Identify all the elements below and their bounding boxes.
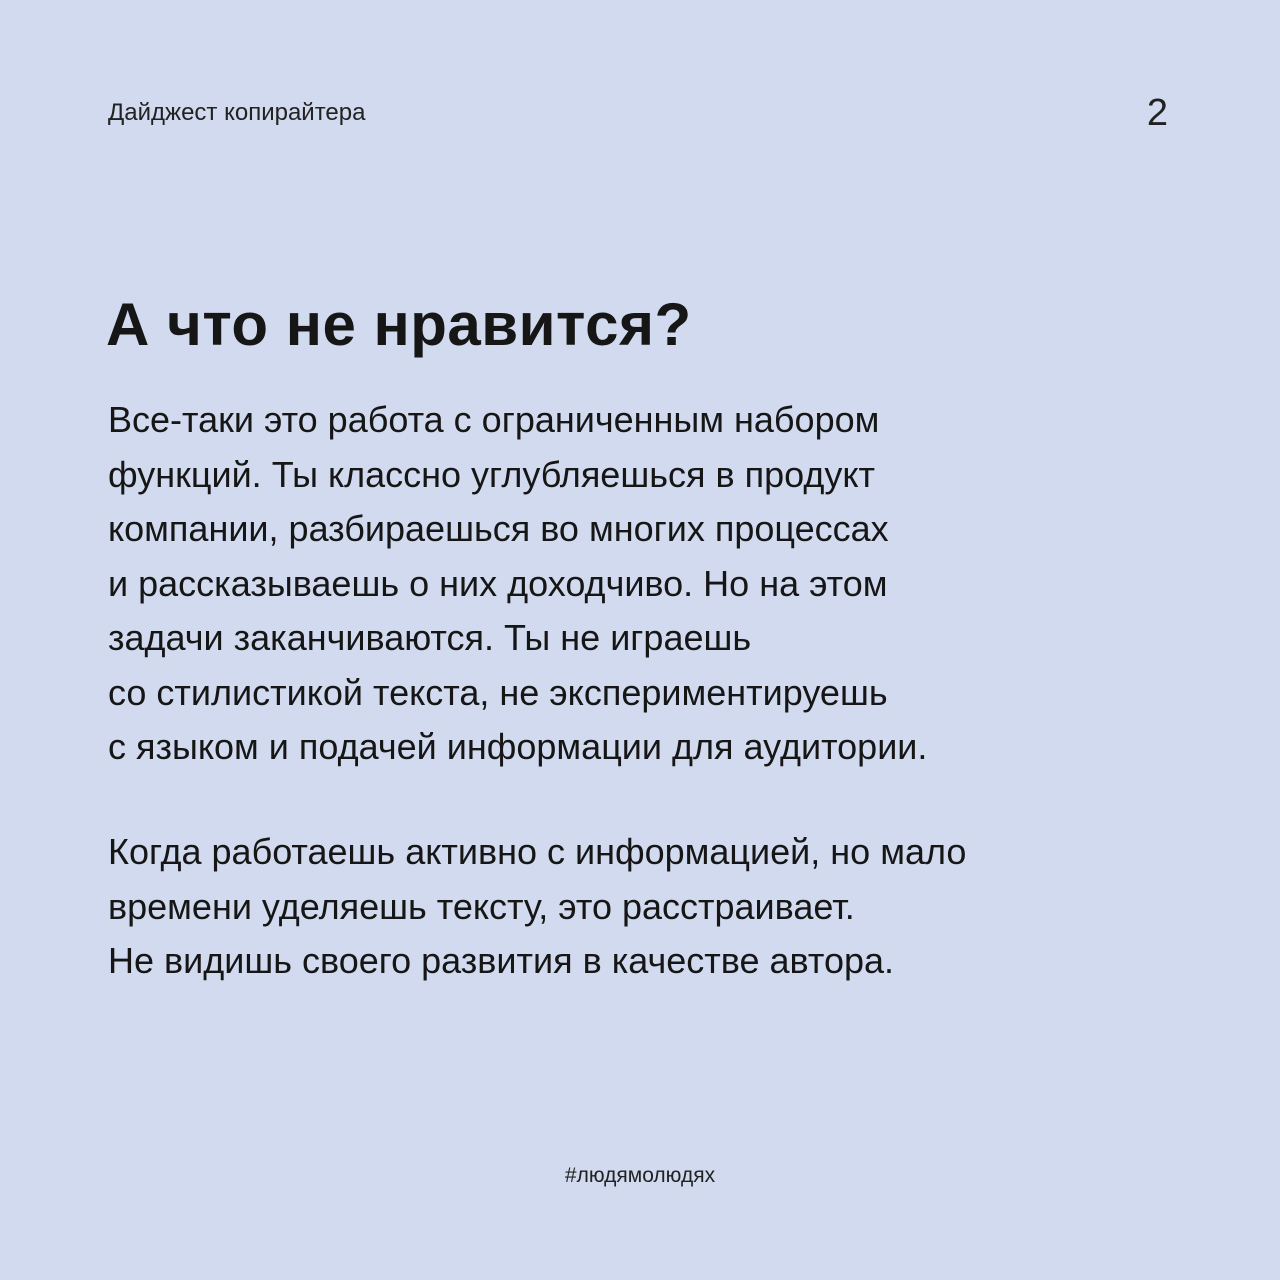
text-line: Когда работаешь активно с информацией, но мало bbox=[108, 831, 967, 872]
text-line: задачи заканчиваются. Ты не играешь bbox=[108, 617, 752, 658]
paragraph-1 bbox=[108, 393, 927, 775]
text-line: компании, разбираешься во многих процессах bbox=[108, 508, 889, 549]
paragraph-2 bbox=[108, 825, 966, 989]
footer-hashtag: #людямолюдях bbox=[564, 1164, 716, 1187]
text-line: Все-таки это работа с ограниченным набором bbox=[108, 399, 880, 440]
page-heading: А что не нравится? bbox=[106, 291, 692, 358]
page-number: 2 bbox=[1146, 92, 1168, 134]
header-title: Дайджест копирайтера bbox=[108, 99, 366, 126]
text-line: с языком и подачей информации для аудитории. bbox=[108, 726, 928, 767]
text-line: функций. Ты классно углубляешься в продукт bbox=[108, 453, 875, 495]
text-line: и рассказываешь о них доходчиво. Но на этом bbox=[108, 562, 888, 604]
text-line: времени уделяешь тексту, это расстраивает. bbox=[108, 885, 855, 927]
text-line: со стилистикой текста, не экспериментируешь bbox=[108, 671, 888, 713]
text-line: Не видишь своего развития в качестве автора. bbox=[108, 940, 895, 981]
